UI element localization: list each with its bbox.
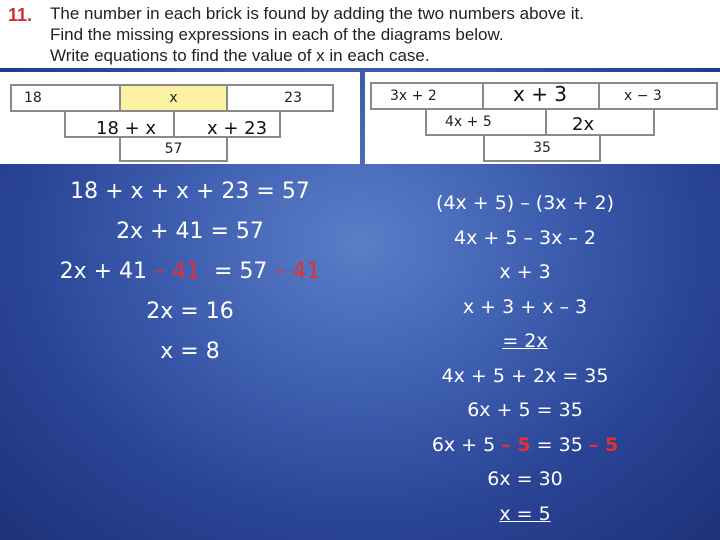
right-solution — [420, 186, 630, 531]
question-header — [0, 0, 720, 68]
left-eq-5: x = 8 — [160, 339, 220, 364]
subtract-5-red-right: – 5 — [588, 433, 619, 456]
left-solution — [40, 172, 340, 372]
handwritten-2x: 2x — [572, 114, 595, 135]
brick-diagram-right — [365, 72, 720, 164]
right-eq-1: (4x + 5) – (3x + 2) — [435, 192, 615, 214]
right-eq-2: 4x + 5 – 3x – 2 — [454, 226, 596, 249]
subtract-41-red: – 41 — [154, 259, 201, 284]
right-eq-6: 4x + 5 + 2x = 35 — [441, 364, 609, 387]
handwritten-x-plus-3: x + 3 — [513, 82, 568, 106]
right-eq-8: 6x + 5 – 5 = 35 – 5 — [431, 433, 619, 456]
brick-x: x — [119, 84, 228, 112]
brick-35: 35 — [483, 134, 601, 162]
right-eq-10: x = 5 — [499, 502, 551, 525]
brick-3x-plus-2: 3x + 2 — [370, 82, 484, 110]
handwritten-18-plus-x: 18 + x — [96, 118, 157, 139]
brick-diagram-left — [0, 72, 360, 164]
instruction-line-2: Find the missing expressions in each of the diagrams below. — [50, 25, 504, 44]
right-eq-7: 6x + 5 = 35 — [467, 399, 583, 421]
brick-4x-plus-5: 4x + 5 — [425, 108, 547, 136]
brick-x-minus-3: x − 3 — [598, 82, 718, 110]
subtract-41-red-right: – 41 — [274, 259, 321, 284]
left-eq-4: 2x = 16 — [146, 299, 234, 324]
right-eq-3: x + 3 — [499, 261, 551, 283]
brick-18: 18 — [10, 84, 121, 112]
left-eq-3: 2x + 41 – 41 = 57 – 41 — [59, 259, 321, 284]
brick-23: 23 — [226, 84, 334, 112]
left-eq-1: 18 + x + x + 23 = 57 — [70, 179, 310, 204]
right-eq-5: = 2x — [502, 330, 548, 352]
question-number: 11. — [8, 5, 33, 25]
instruction-line-1: The number in each brick is found by adding the two numbers above it. — [50, 4, 584, 23]
brick-57: 57 — [119, 136, 228, 162]
left-eq-2: 2x + 41 = 57 — [116, 219, 264, 244]
right-eq-4: x + 3 + x – 3 — [462, 295, 588, 318]
subtract-5-red: – 5 — [501, 433, 531, 456]
right-eq-9: 6x = 30 — [487, 468, 563, 490]
handwritten-x-plus-23: x + 23 — [207, 118, 268, 139]
brick-middle-missing — [545, 108, 655, 136]
instruction-line-3: Write equations to find the value of x in each case. — [50, 46, 430, 65]
